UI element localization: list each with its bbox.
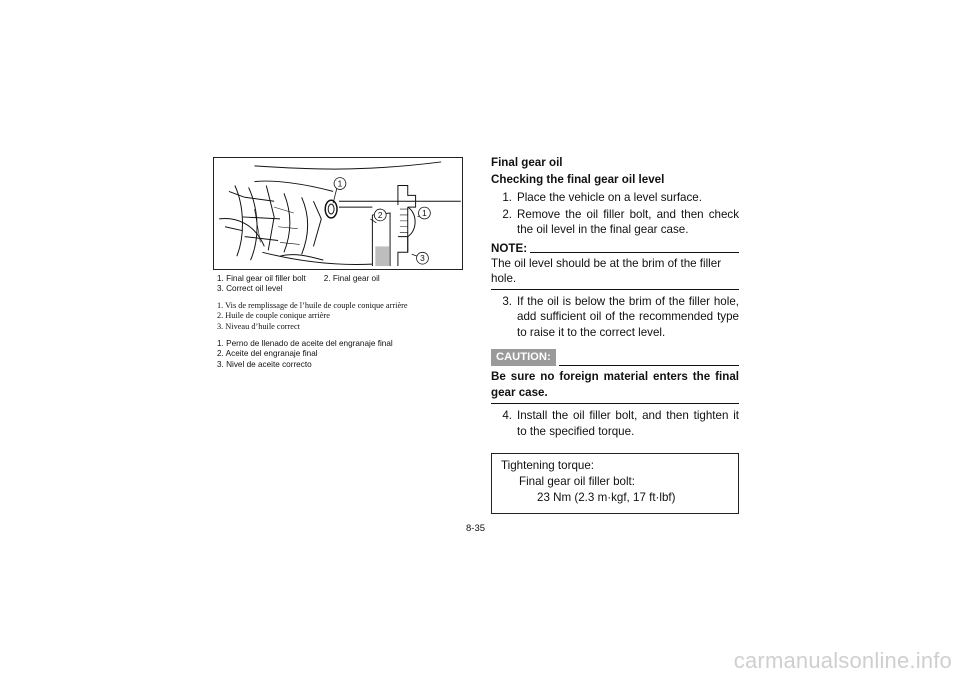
- callout-3: 3: [420, 253, 425, 264]
- caption-es-item-1: 1. Perno de llenado de aceite del engranaje final: [217, 339, 393, 348]
- caption-english: [217, 274, 477, 295]
- torque-item: Final gear oil filler bolt:: [519, 475, 635, 488]
- caption-fr-item-1: 1. Vis de remplissage de l’huile de couple conique arrière: [217, 301, 408, 310]
- main-content: [491, 154, 739, 514]
- caution-rule: [559, 365, 739, 366]
- step-text: Place the vehicle on a level surface.: [517, 190, 702, 204]
- step-4: [491, 408, 739, 439]
- caution-label: CAUTION:: [491, 349, 556, 366]
- step-text: If the oil is below the brim of the filler hole, add sufficient oil of the recommended type to raise it to the correct level.: [517, 294, 739, 339]
- step-number: 3.: [502, 294, 512, 308]
- caption-en-item-2: 2. Final gear oil: [323, 274, 380, 283]
- caption-fr-item-3: 3. Niveau d’huile correct: [217, 321, 300, 331]
- watermark: carmanualsonline.info: [733, 648, 952, 673]
- note-rule: [530, 244, 739, 253]
- note-text: The oil level should be at the brim of the filler hole.: [491, 256, 739, 290]
- illustration-final-gear-case: [213, 157, 463, 270]
- torque-heading: Tightening torque:: [501, 459, 595, 472]
- step-number: 4.: [502, 409, 512, 422]
- caption-french: [217, 301, 477, 332]
- step-1: [491, 190, 739, 206]
- section-title: Final gear oil: [491, 156, 563, 169]
- caption-en-item-3: 3. Correct oil level: [217, 284, 283, 294]
- callout-1-top: 1: [337, 178, 343, 189]
- caution-text: Be sure no foreign material enters the final gear case.: [491, 366, 739, 404]
- caption-fr-item-2: 2. Huile de couple conique arrière: [217, 311, 330, 321]
- caption-es-item-2: 2. Aceite del engranaje final: [217, 349, 318, 359]
- page-number: 8-35: [466, 523, 486, 534]
- torque-spec-box: [491, 453, 739, 514]
- note-header: [491, 242, 739, 256]
- section-subtitle: Checking the final gear oil level: [491, 173, 665, 186]
- step-text: Install the oil filler bolt, and then tighten it to the specified torque.: [517, 409, 739, 438]
- step-3: [491, 294, 739, 341]
- note-label: NOTE:: [491, 241, 528, 255]
- step-2: [491, 207, 739, 238]
- caption-spanish: [217, 339, 477, 370]
- caption-es-item-3: 3. Nivel de aceite correcto: [217, 359, 312, 369]
- torque-value: 23 Nm (2.3 m·kgf, 17 ft·lbf): [537, 491, 676, 504]
- step-text: Remove the oil filler bolt, and then check the oil level in the final gear case.: [517, 207, 739, 236]
- step-number: 1.: [502, 190, 512, 204]
- caption-en-item-1: 1. Final gear oil filler bolt: [217, 274, 306, 283]
- final-gear-drawing: [214, 158, 462, 269]
- caution-header: [491, 349, 739, 366]
- callout-1-right: 1: [422, 207, 427, 218]
- callout-2: 2: [377, 209, 383, 220]
- step-number: 2.: [502, 207, 512, 221]
